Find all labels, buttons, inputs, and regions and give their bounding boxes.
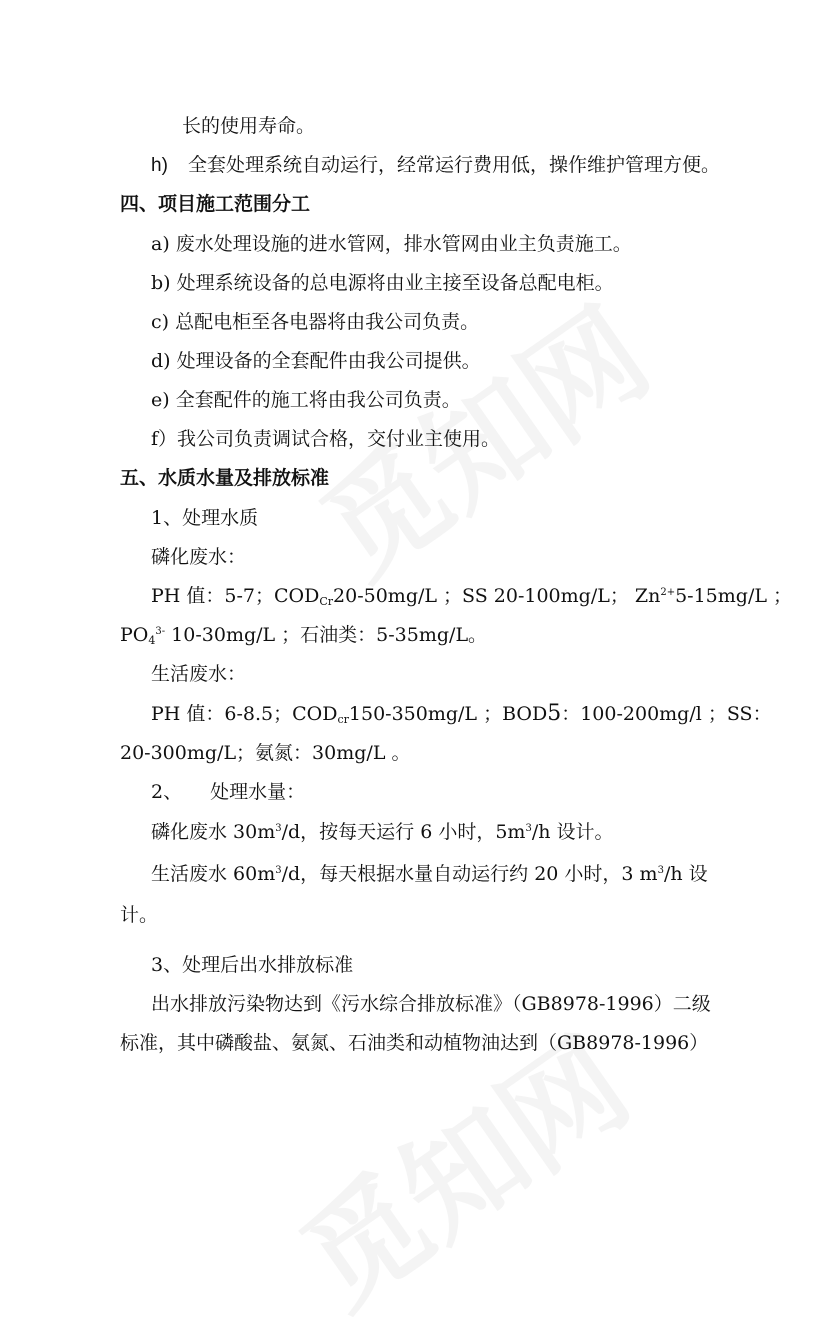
list-marker: h) bbox=[151, 155, 168, 176]
text-span: 生活废水 60m bbox=[151, 863, 276, 885]
text-line bbox=[120, 623, 830, 647]
superscript: 3 bbox=[275, 823, 282, 834]
superscript: 3 bbox=[525, 823, 532, 834]
text-span: PH 值：5-7；COD bbox=[151, 585, 320, 607]
text-span: /d，按每天运行 6 小时，5m bbox=[281, 821, 526, 843]
text-line bbox=[151, 820, 830, 844]
section-heading: 四、项目施工范围分工 bbox=[120, 193, 311, 215]
text-line bbox=[151, 862, 830, 886]
text-line bbox=[151, 702, 830, 726]
subsection-title: 3、处理后出水排放标准 bbox=[151, 954, 354, 976]
superscript: 3 bbox=[275, 865, 282, 876]
text-span: /h 设计。 bbox=[531, 821, 614, 843]
subsection-number: 2、 bbox=[151, 781, 183, 803]
paragraph-title: 生活废水： bbox=[151, 663, 247, 685]
subscript: cr bbox=[337, 713, 349, 726]
list-item-e: e) 全套配件的施工将由我公司负责。 bbox=[151, 389, 461, 411]
list-item-a: a) 废水处理设施的进水管网，排水管网由业主负责施工。 bbox=[151, 233, 632, 255]
text-span: 20-50mg/L ；SS 20-100mg/L； Zn bbox=[333, 585, 661, 607]
section-heading: 五、水质水量及排放标准 bbox=[120, 467, 330, 489]
text-span: 10-30mg/L ；石油类：5-35mg/L。 bbox=[165, 624, 488, 646]
text-line: 长的使用寿命。 bbox=[182, 115, 316, 137]
list-text: 全套处理系统自动运行，经常运行费用低，操作维护管理方便。 bbox=[187, 154, 720, 176]
text-line: 计。 bbox=[120, 904, 159, 926]
text-span: /h 设 bbox=[663, 863, 708, 885]
subsection-text: 处理水量： bbox=[210, 781, 306, 803]
text-span: 150-350mg/L ；BOD bbox=[348, 703, 548, 725]
text-span: PH 值：6-8.5；COD bbox=[151, 703, 338, 725]
text-line: 20-300mg/L；氨氮：30mg/L 。 bbox=[120, 742, 411, 764]
text-span: 5 bbox=[547, 701, 562, 726]
text-span: PO bbox=[120, 624, 149, 646]
text-span: 磷化废水 30m bbox=[151, 821, 276, 843]
paragraph-title: 磷化废水： bbox=[151, 546, 247, 568]
list-item-c: c) 总配电柜至各电器将由我公司负责。 bbox=[151, 311, 480, 333]
text-line: 标准，其中磷酸盐、氨氮、石油类和动植物油达到（GB8978-1996） bbox=[120, 1032, 709, 1054]
text-line bbox=[151, 584, 830, 608]
list-item-h bbox=[151, 153, 830, 178]
subsection-title: 1、处理水质 bbox=[151, 507, 259, 529]
list-item-d: d) 处理设备的全套配件由我公司提供。 bbox=[151, 350, 481, 372]
list-item-f: f）我公司负责调试合格，交付业主使用。 bbox=[151, 428, 501, 450]
subscript: Cr bbox=[319, 595, 334, 608]
superscript: 3- bbox=[155, 626, 166, 637]
subsection-title bbox=[151, 780, 830, 804]
text-span: 5-15mg/L ； bbox=[675, 585, 793, 607]
text-line: 出水排放污染物达到《污水综合排放标准》（GB8978-1996）二级 bbox=[151, 993, 711, 1015]
subscript: 4 bbox=[148, 634, 156, 647]
text-span: /d，每天根据水量自动运行约 20 小时，3 m bbox=[281, 863, 658, 885]
superscript: 3 bbox=[657, 865, 664, 876]
superscript: 2+ bbox=[660, 587, 676, 598]
list-item-b: b) 处理系统设备的总电源将由业主接至设备总配电柜。 bbox=[151, 272, 614, 294]
text-span: ：100-200mg/l ；SS： bbox=[561, 703, 772, 725]
